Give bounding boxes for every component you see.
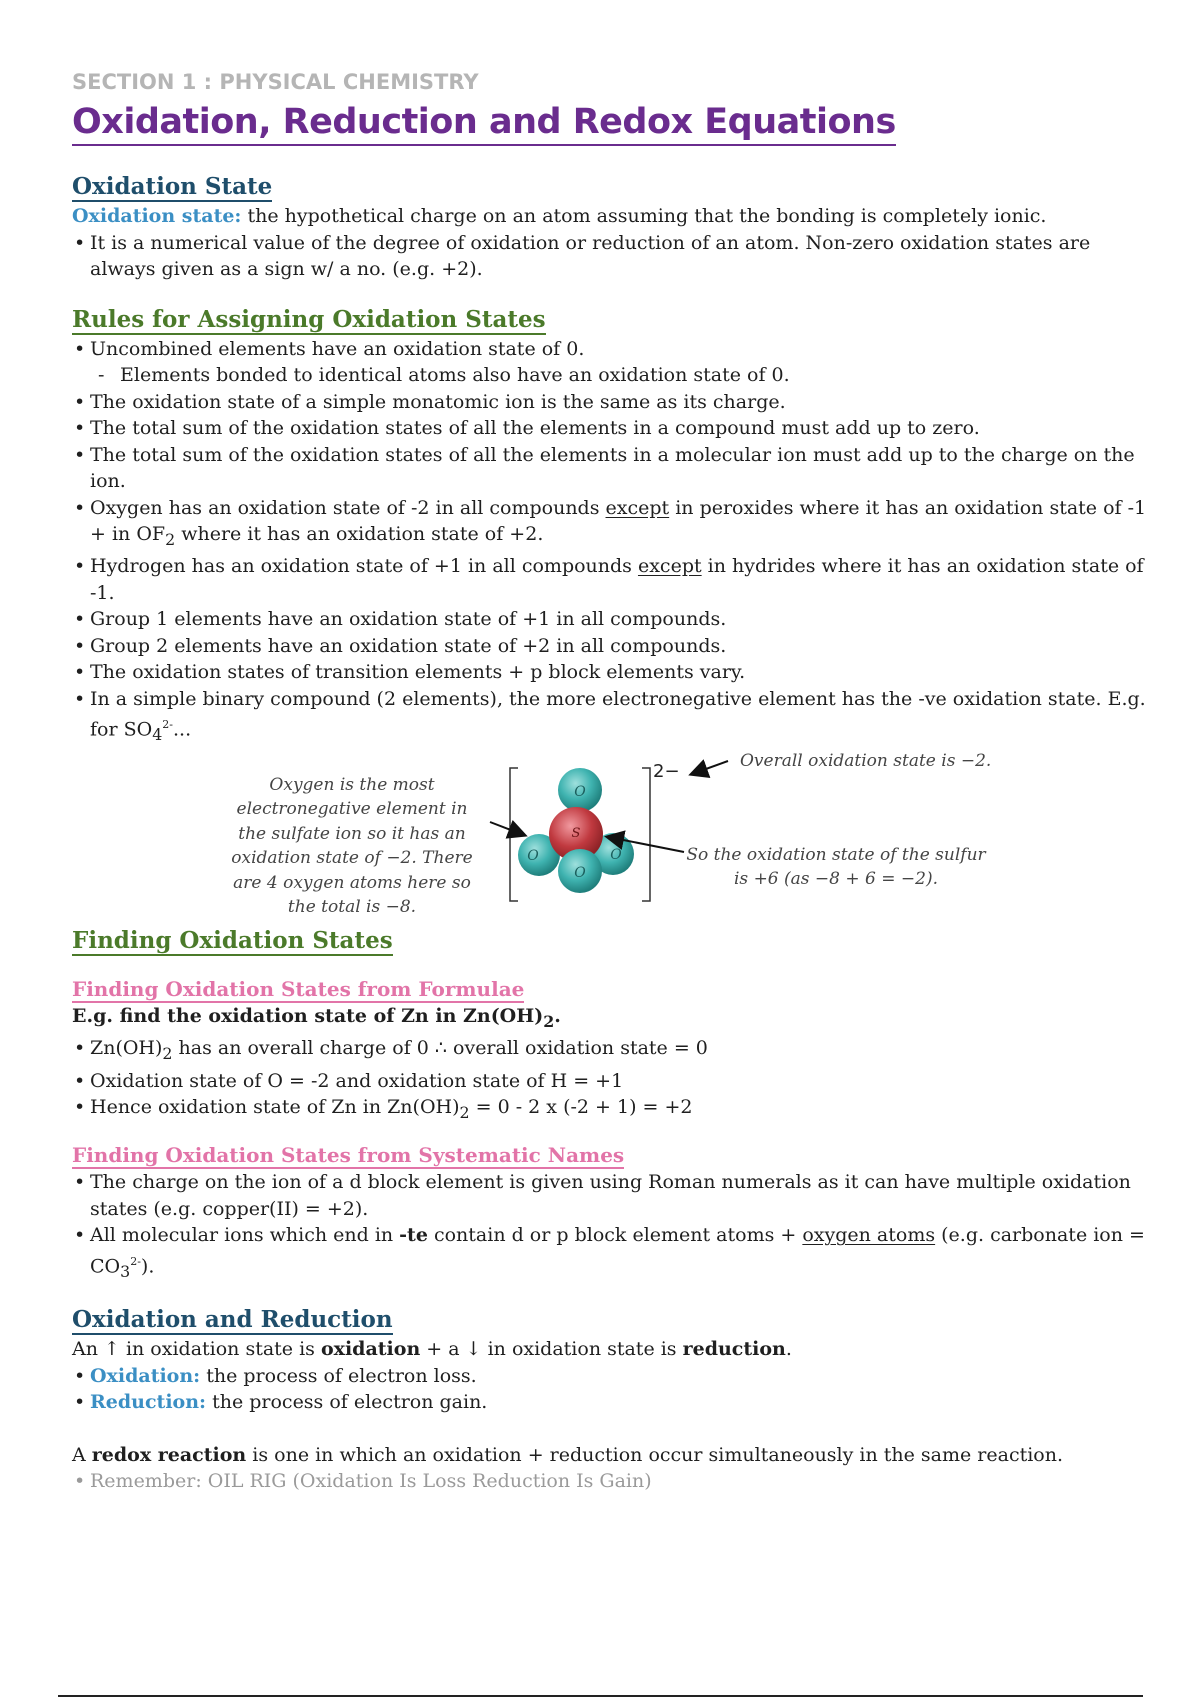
- annotation-line: electronegative element in: [236, 799, 468, 820]
- subscript: 4: [152, 725, 163, 745]
- annotation-line: the sulfate ion so it has an: [238, 823, 466, 844]
- term-reduction: Reduction:: [90, 1391, 207, 1414]
- list-item: [72, 1363, 1152, 1390]
- superscript: 2-: [162, 718, 173, 732]
- formulae-heading: Finding Oxidation States from Formulae: [72, 976, 525, 1001]
- superscript: 2-: [130, 1254, 141, 1268]
- example-text: .: [554, 1004, 561, 1027]
- item-text: (e.g. carbonate ion = CO: [90, 1224, 1145, 1278]
- rule-text: In a simple binary compound (2 elements), the more electronegative element has the -ve oxidation state. E.g. for SO: [90, 687, 1146, 741]
- subscript: 3: [120, 1261, 131, 1281]
- list-item: [72, 686, 1152, 749]
- redox-bold: redox reaction: [91, 1443, 247, 1466]
- annotation-line: is +6 (as −8 + 6 = −2).: [734, 869, 938, 890]
- list-item: • Group 2 elements have an oxidation state of +2 in all compounds.: [72, 633, 1152, 660]
- definition-term: Oxidation state:: [72, 205, 242, 227]
- item-text: = 0 - 2 x (-2 + 1) = +2: [469, 1096, 693, 1119]
- overall-annotation: Overall oxidation state is −2.: [740, 750, 992, 771]
- rule-emphasis: except: [605, 496, 670, 519]
- systematic-heading: Finding Oxidation States from Systematic Names: [72, 1143, 625, 1168]
- subscript: 2: [165, 529, 176, 549]
- annotation-line: the total is −8.: [287, 897, 417, 918]
- redox-text: A: [72, 1443, 92, 1466]
- term-oxidation: Oxidation:: [90, 1364, 201, 1387]
- item-text: has an overall charge of 0 ∴ overall oxidation state = 0: [172, 1037, 708, 1060]
- rule-text: Oxygen has an oxidation state of -2 in all compounds: [90, 496, 606, 519]
- example-text: E.g. find the oxidation state of Zn in Zn(OH): [72, 1004, 544, 1027]
- redox-definition: [72, 1442, 1152, 1469]
- rule-text: where it has an oxidation state of +2.: [175, 523, 544, 545]
- sulfate-ion-figure: [72, 751, 1152, 926]
- oxidation-state-section: [72, 174, 1152, 283]
- list-item: [72, 1222, 1152, 1285]
- rule-text: ...: [172, 718, 192, 741]
- item-text: Hence oxidation state of Zn in Zn(OH): [90, 1096, 460, 1119]
- intro-text: An ↑ in oxidation state is: [72, 1338, 321, 1361]
- item-text: All molecular ions which end in: [90, 1224, 400, 1247]
- oxidation-state-definition: [72, 203, 1152, 230]
- list-item: • The charge on the ion of a d block element is given using Roman numerals as it can have multiple oxidation states (e.g. copper(II) = +2).: [72, 1169, 1152, 1222]
- intro-text: .: [785, 1338, 792, 1361]
- list-item: [72, 1094, 1152, 1126]
- section-label: SECTION 1 : PHYSICAL CHEMISTRY: [72, 70, 479, 94]
- subscript: 2: [543, 1011, 555, 1031]
- rule-emphasis: except: [637, 555, 702, 578]
- page-title: Oxidation, Reduction and Redox Equations: [72, 102, 896, 146]
- atom-label-o: O: [574, 783, 586, 800]
- subscript: 2: [162, 1044, 173, 1064]
- rules-heading: Rules for Assigning Oxidation States: [72, 305, 546, 333]
- list-item: • It is a numerical value of the degree of oxidation or reduction of an atom. Non-zero oxidation states are always given as a sign w/ a no. (e.g. +2).: [72, 230, 1152, 283]
- subscript: 2: [459, 1102, 470, 1122]
- list-item: • Oxidation state of O = -2 and oxidation state of H = +1: [72, 1068, 1152, 1095]
- annotation-line: oxidation state of −2. There: [231, 848, 473, 869]
- list-item: • The total sum of the oxidation states of all the elements in a molecular ion must add up to the charge on the ion.: [72, 442, 1152, 495]
- atom-label-s: S: [571, 825, 581, 841]
- oxidation-state-heading: Oxidation State: [72, 173, 273, 200]
- notes-page: [72, 70, 1152, 1495]
- rule-text: in hydrides where it has an oxidation state of -1.: [90, 555, 1144, 604]
- list-item: • The total sum of the oxidation states of all the elements in a compound must add up to zero.: [72, 415, 1152, 442]
- sulfate-diagram: [72, 751, 1152, 926]
- item-underline: oxygen atoms: [802, 1224, 936, 1247]
- list-item: [72, 1389, 1152, 1416]
- finding-heading: Finding Oxidation States: [72, 926, 393, 954]
- item-text: ).: [140, 1255, 155, 1278]
- list-subitem: - Elements bonded to identical atoms also have an oxidation state of 0.: [72, 362, 1152, 389]
- intro-text: + a ↓ in oxidation state is: [420, 1338, 683, 1361]
- overall-arrow: [692, 761, 728, 774]
- oxred-intro: [72, 1336, 1152, 1363]
- finding-section: [72, 928, 1152, 1286]
- list-item: [72, 1035, 1152, 1067]
- list-item: • The oxidation states of transition elements + p block elements vary.: [72, 659, 1152, 686]
- intro-bold: oxidation: [320, 1338, 421, 1361]
- list-item: [72, 495, 1152, 554]
- rule-text: in peroxides where it has an oxidation state of -1 + in OF: [90, 496, 1147, 545]
- bottom-divider: [58, 1695, 1143, 1697]
- remember-note: • Remember: OIL RIG (Oxidation Is Loss Reduction Is Gain): [72, 1468, 1152, 1495]
- oxygen-arrow: [490, 822, 524, 835]
- item-emphasis: -te: [399, 1224, 428, 1247]
- definition-text: the hypothetical charge on an atom assuming that the bonding is completely ionic.: [241, 205, 1047, 227]
- list-item: • The oxidation state of a simple monatomic ion is the same as its charge.: [72, 389, 1152, 416]
- item-text: contain d or p block element atoms +: [427, 1224, 803, 1247]
- oxred-heading: Oxidation and Reduction: [72, 1306, 393, 1334]
- redox-text: is one in which an oxidation + reduction occur simultaneously in the same reaction.: [246, 1443, 1064, 1466]
- rules-section: [72, 307, 1152, 749]
- oxidation-reduction-section: [72, 1307, 1152, 1495]
- atom-label-o: O: [527, 847, 539, 864]
- sulfur-annotation: [686, 843, 986, 892]
- list-item: [72, 553, 1152, 606]
- list-item: • Group 1 elements have an oxidation state of +1 in all compounds.: [72, 606, 1152, 633]
- item-text: the process of electron loss.: [200, 1364, 477, 1387]
- item-text: the process of electron gain.: [206, 1391, 488, 1414]
- intro-bold: reduction: [682, 1338, 786, 1361]
- rule-text: Hydrogen has an oxidation state of +1 in all compounds: [90, 555, 638, 578]
- annotation-line: Oxygen is the most: [269, 774, 435, 795]
- atom-label-o: O: [574, 864, 586, 881]
- annotation-line: So the oxidation state of the sulfur: [686, 844, 986, 865]
- left-bracket: [510, 768, 518, 901]
- right-bracket: [642, 768, 650, 901]
- annotation-line: are 4 oxygen atoms here so: [233, 872, 471, 893]
- ion-charge: 2−: [653, 760, 680, 782]
- list-item: • Uncombined elements have an oxidation state of 0.: [72, 336, 1152, 363]
- example-prompt: [72, 1003, 1152, 1035]
- item-text: Zn(OH): [90, 1037, 163, 1060]
- atom-label-o: O: [610, 846, 622, 863]
